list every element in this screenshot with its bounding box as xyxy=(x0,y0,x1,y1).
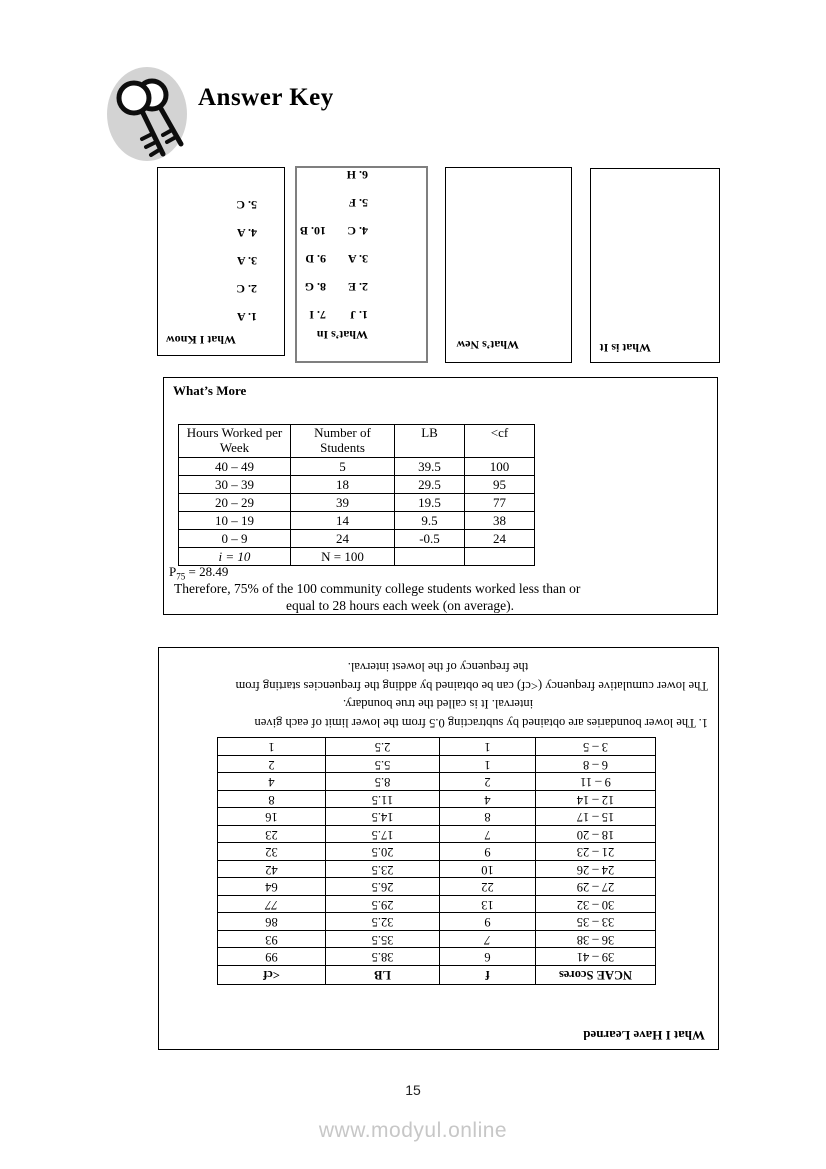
table-cell: 30 – 39 xyxy=(179,476,291,494)
table-cell: 5.5 xyxy=(326,756,440,774)
answer-key-icon xyxy=(104,64,190,164)
note-line: the frequency of the lowest interval. xyxy=(347,660,529,675)
table-cell: 9 xyxy=(440,843,536,861)
table-cell: 26.5 xyxy=(326,878,440,896)
table-cell: 8 xyxy=(440,808,536,826)
table-row xyxy=(179,530,535,548)
what-i-have-learned-section xyxy=(158,647,719,1050)
table-row xyxy=(218,948,656,966)
column-header: <cf xyxy=(218,966,326,985)
whats-more-section xyxy=(163,377,718,615)
table-cell: 12 – 14 xyxy=(536,791,656,809)
rotated-content xyxy=(446,168,571,362)
page-title: Answer Key xyxy=(198,84,334,111)
answer-item: 1. A xyxy=(236,310,257,324)
table-cell: 32 xyxy=(218,843,326,861)
box-title: What is It xyxy=(599,341,651,355)
answer-item: 3. A xyxy=(347,252,368,266)
answer-item: 2. C xyxy=(236,282,257,296)
conclusion-text xyxy=(174,580,626,614)
note-line: The lower cumulative frequency (<cf) can be obtained by adding the frequencies starting from xyxy=(235,679,708,693)
table-row xyxy=(179,458,535,476)
table-cell: 36 – 38 xyxy=(536,931,656,949)
watermark: www.modyul.online xyxy=(318,1119,508,1142)
table-cell: 13 xyxy=(440,896,536,914)
table-cell: 24 xyxy=(465,530,535,548)
table-cell: 23 xyxy=(218,826,326,844)
table-cell: 77 xyxy=(465,494,535,512)
table-cell: 29.5 xyxy=(326,896,440,914)
table-cell: 24 xyxy=(291,530,395,548)
keys-icon xyxy=(104,64,190,164)
ncae-scores-frequency-table xyxy=(217,738,656,986)
table-cell: 21 – 23 xyxy=(536,843,656,861)
table-cell: 100 xyxy=(465,458,535,476)
column-header: f xyxy=(440,966,536,985)
answer-box-what-is-it xyxy=(590,168,720,363)
table-cell: 29.5 xyxy=(395,476,465,494)
column-header: <cf xyxy=(465,425,535,458)
table-cell: 86 xyxy=(218,913,326,931)
p75-result: $P_{75} = 28.49$ xyxy=(169,564,229,582)
table-cell: 95 xyxy=(465,476,535,494)
table-cell: 38 xyxy=(465,512,535,530)
table-cell: 99 xyxy=(218,948,326,966)
answer-item: 8. G xyxy=(304,280,326,294)
column-header: LB xyxy=(326,966,440,985)
table-cell: 6 – 8 xyxy=(536,756,656,774)
table-cell: 39 – 41 xyxy=(536,948,656,966)
section-title: What I Have Learned xyxy=(583,1028,705,1043)
table-row xyxy=(218,826,656,844)
table-cell: 10 – 19 xyxy=(179,512,291,530)
section-title: What’s More xyxy=(173,383,247,398)
table-cell: 42 xyxy=(218,861,326,879)
table-cell: 23.5 xyxy=(326,861,440,879)
table-row xyxy=(218,808,656,826)
table-row xyxy=(179,494,535,512)
answer-item: 2. E xyxy=(347,280,368,294)
table-cell: 14 xyxy=(291,512,395,530)
table-cell: 9.5 xyxy=(395,512,465,530)
table-cell: i = 10 xyxy=(179,548,291,566)
table-cell: 3 – 5 xyxy=(536,738,656,756)
rotated-content xyxy=(159,648,718,1049)
table-cell: 1 xyxy=(440,738,536,756)
table-cell: 17.5 xyxy=(326,826,440,844)
table-row xyxy=(179,548,535,566)
table-cell: 2.5 xyxy=(326,738,440,756)
table-cell: 4 xyxy=(218,773,326,791)
table-cell: -0.5 xyxy=(395,530,465,548)
column-header: NCAE Scores xyxy=(536,966,656,985)
table-row xyxy=(218,773,656,791)
header-row xyxy=(179,425,535,458)
table-row xyxy=(218,861,656,879)
table-cell: N = 100 xyxy=(291,548,395,566)
table-cell: 40 – 49 xyxy=(179,458,291,476)
answers-column-2 xyxy=(300,217,326,329)
table-cell: 18 xyxy=(291,476,395,494)
table-cell: 9 xyxy=(440,913,536,931)
rotated-content xyxy=(591,169,719,362)
table-cell: 33 – 35 xyxy=(536,913,656,931)
conclusion-line-1: Therefore, 75% of the 100 community college students worked less than or xyxy=(174,581,581,596)
table-cell: 8.5 xyxy=(326,773,440,791)
table-cell: 7 xyxy=(440,931,536,949)
table-cell: 8 xyxy=(218,791,326,809)
table-row xyxy=(218,756,656,774)
table-row xyxy=(218,931,656,949)
table-cell: 6 xyxy=(440,948,536,966)
answer-item: 7. I xyxy=(309,308,326,322)
answer-item: 4. A xyxy=(236,226,257,240)
box-title: What’s New xyxy=(456,338,519,352)
table-cell: 32.5 xyxy=(326,913,440,931)
table-cell: 38.5 xyxy=(326,948,440,966)
table-row xyxy=(218,913,656,931)
table-row xyxy=(179,512,535,530)
table-cell: 4 xyxy=(440,791,536,809)
column-header: Hours Worked per Week xyxy=(179,425,291,458)
table-cell: 15 – 17 xyxy=(536,808,656,826)
table-cell: 77 xyxy=(218,896,326,914)
note-line: 1. The lower boundaries are obtained by subtracting 0.5 from the lower limit of each given xyxy=(254,716,708,730)
hours-worked-frequency-table xyxy=(178,424,535,566)
conclusion-line-2: equal to 28 hours each week (on average). xyxy=(286,598,514,613)
table-cell: 14.5 xyxy=(326,808,440,826)
answer-item: 4. C xyxy=(347,224,368,238)
table-cell: 11.5 xyxy=(326,791,440,809)
table-row xyxy=(218,896,656,914)
table-cell: 93 xyxy=(218,931,326,949)
box-title: What’s In xyxy=(316,328,368,342)
table-row xyxy=(218,738,656,756)
table-cell: 35.5 xyxy=(326,931,440,949)
answer-box-whats-in xyxy=(295,166,428,363)
table-cell: 9 – 11 xyxy=(536,773,656,791)
rotated-content xyxy=(158,168,284,355)
table-cell: 39.5 xyxy=(395,458,465,476)
header-row xyxy=(218,966,656,985)
table-cell: 20 – 29 xyxy=(179,494,291,512)
table-row xyxy=(218,878,656,896)
boundary-notes xyxy=(168,658,708,732)
table-cell: 2 xyxy=(440,773,536,791)
box-title: What I Know xyxy=(166,333,237,347)
table-row xyxy=(218,791,656,809)
answers-column-1 xyxy=(236,191,257,331)
table-cell: 5 xyxy=(291,458,395,476)
column-header: Number of Students xyxy=(291,425,395,458)
table-cell: 7 xyxy=(440,826,536,844)
table-cell: 1 xyxy=(440,756,536,774)
table-cell xyxy=(395,548,465,566)
page-number: 15 xyxy=(405,1082,421,1098)
table-cell: 22 xyxy=(440,878,536,896)
column-header: LB xyxy=(395,425,465,458)
table-cell: 18 – 20 xyxy=(536,826,656,844)
table-cell: 27 – 29 xyxy=(536,878,656,896)
note-line: interval. It is called the true boundary. xyxy=(342,697,534,712)
table-cell: 39 xyxy=(291,494,395,512)
table-cell: 10 xyxy=(440,861,536,879)
table-row xyxy=(179,476,535,494)
table-cell: 20.5 xyxy=(326,843,440,861)
table-cell: 64 xyxy=(218,878,326,896)
rotated-content xyxy=(297,168,426,361)
answers-column-1 xyxy=(347,161,368,329)
answer-item: 3. A xyxy=(236,254,257,268)
table-cell: 24 – 26 xyxy=(536,861,656,879)
answer-box-what-i-know xyxy=(157,167,285,356)
table-cell xyxy=(465,548,535,566)
table-cell: 16 xyxy=(218,808,326,826)
answer-item: 9. D xyxy=(305,252,326,266)
table-row xyxy=(218,843,656,861)
table-cell: 30 – 32 xyxy=(536,896,656,914)
answer-box-whats-new xyxy=(445,167,572,363)
table-cell: 19.5 xyxy=(395,494,465,512)
answer-item: 1. J xyxy=(350,308,368,322)
answer-item: 6. H xyxy=(346,168,368,182)
table-cell: 0 – 9 xyxy=(179,530,291,548)
answer-item: 5. C xyxy=(236,198,257,212)
answer-item: 10. B xyxy=(299,224,326,238)
answer-item: 5. F xyxy=(348,196,368,210)
table-cell: 1 xyxy=(218,738,326,756)
table-cell: 2 xyxy=(218,756,326,774)
